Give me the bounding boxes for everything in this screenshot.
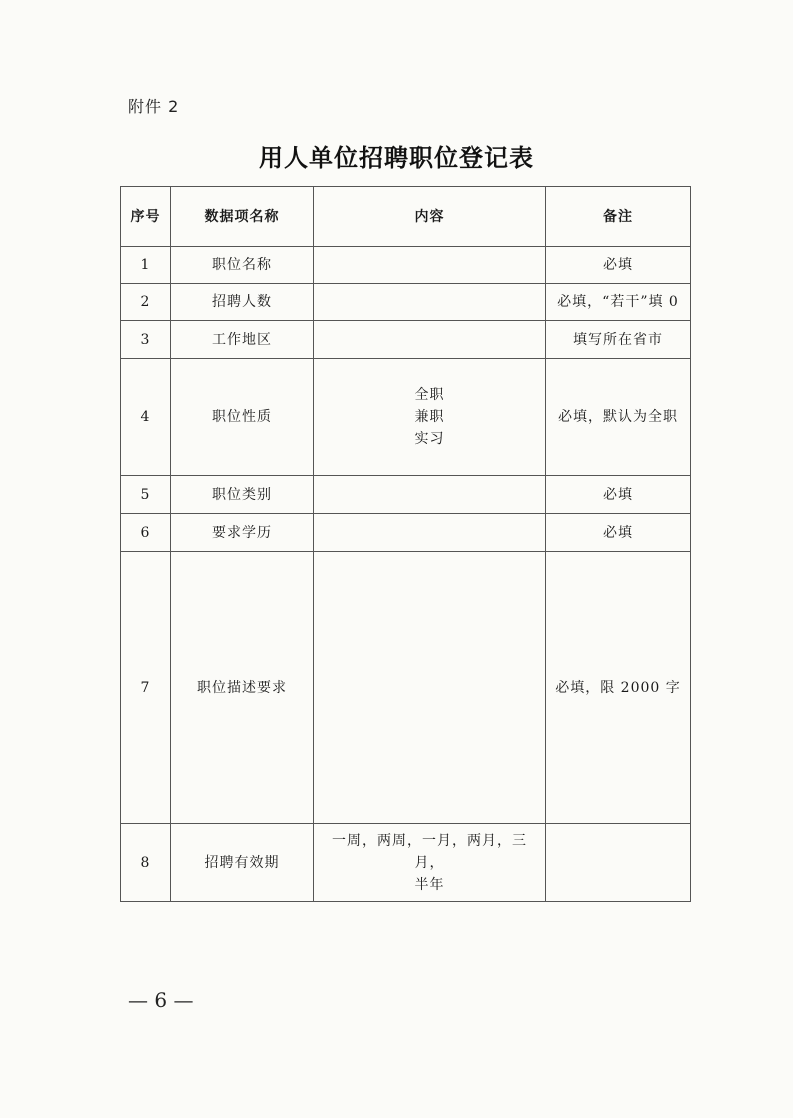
row-content <box>314 476 546 514</box>
row-seq: 8 <box>121 824 171 902</box>
header-seq: 序号 <box>121 187 171 247</box>
row-content <box>314 552 546 824</box>
row-seq: 5 <box>121 476 171 514</box>
table-row <box>121 284 691 321</box>
page-title: 用人单位招聘职位登记表 <box>259 144 534 172</box>
content-option: 兼职 <box>414 409 445 425</box>
row-content <box>314 359 546 476</box>
row-content <box>314 514 546 552</box>
row-item-name: 职位性质 <box>171 359 314 476</box>
row-item-name: 工作地区 <box>171 321 314 359</box>
row-seq: 6 <box>121 514 171 552</box>
content-option: 全职 <box>414 387 445 403</box>
row-content <box>314 284 546 321</box>
row-note: 必填 <box>546 247 691 284</box>
row-content <box>314 824 546 902</box>
row-seq: 2 <box>121 284 171 321</box>
row-item-name: 招聘有效期 <box>171 824 314 902</box>
annex-label: 附件 2 <box>128 97 180 116</box>
row-item-name: 职位描述要求 <box>171 552 314 824</box>
row-content <box>314 247 546 284</box>
row-note: 必填，“若干”填 0 <box>546 284 691 321</box>
row-item-name: 招聘人数 <box>171 284 314 321</box>
table-row <box>121 321 691 359</box>
row-note: 必填，限 2000 字 <box>546 552 691 824</box>
content-option: 半年 <box>414 876 445 893</box>
row-seq: 4 <box>121 359 171 476</box>
row-item-name: 职位类别 <box>171 476 314 514</box>
row-note: 必填，默认为全职 <box>546 359 691 476</box>
row-seq: 3 <box>121 321 171 359</box>
row-seq: 1 <box>121 247 171 284</box>
row-item-name: 要求学历 <box>171 514 314 552</box>
registration-table <box>120 186 691 902</box>
content-option: 实习 <box>414 431 445 447</box>
row-note: 必填 <box>546 476 691 514</box>
content-option: 一周，两周，一月，两月，三月， <box>332 832 527 871</box>
table-header-row <box>121 187 691 247</box>
row-note: 填写所在省市 <box>546 321 691 359</box>
row-seq: 7 <box>121 552 171 824</box>
table-row <box>121 514 691 552</box>
table-row <box>121 552 691 824</box>
row-note: 必填 <box>546 514 691 552</box>
table-row <box>121 824 691 902</box>
table-row <box>121 359 691 476</box>
header-note: 备注 <box>546 187 691 247</box>
table-row <box>121 476 691 514</box>
table-row <box>121 247 691 284</box>
row-content <box>314 321 546 359</box>
row-item-name: 职位名称 <box>171 247 314 284</box>
header-content: 内容 <box>314 187 546 247</box>
row-note <box>546 824 691 902</box>
header-item-name: 数据项名称 <box>171 187 314 247</box>
page-number: — 6 — <box>128 988 194 1012</box>
